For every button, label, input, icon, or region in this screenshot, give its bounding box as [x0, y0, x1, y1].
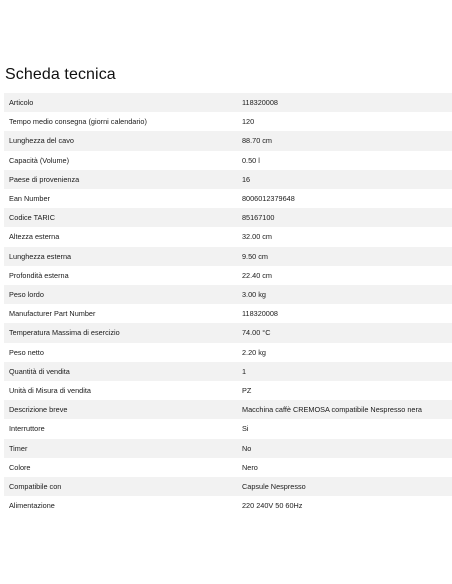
spec-value: 85167100 — [237, 208, 452, 227]
spec-label: Altezza esterna — [4, 227, 237, 246]
spec-label: Profondità esterna — [4, 266, 237, 285]
table-row — [4, 285, 452, 304]
spec-value: 118320008 — [237, 304, 452, 323]
spec-label: Lunghezza del cavo — [4, 131, 237, 150]
table-row — [4, 208, 452, 227]
spec-value: Macchina caffè CREMOSA compatibile Nespresso nera — [237, 400, 452, 419]
spec-label: Alimentazione — [4, 496, 237, 515]
spec-label: Colore — [4, 458, 237, 477]
table-row — [4, 227, 452, 246]
table-row — [4, 93, 452, 112]
spec-value: 22.40 cm — [237, 266, 452, 285]
spec-label: Quantità di vendita — [4, 362, 237, 381]
table-row — [4, 266, 452, 285]
table-row — [4, 439, 452, 458]
table-row — [4, 323, 452, 342]
spec-value: 120 — [237, 112, 452, 131]
table-row — [4, 362, 452, 381]
spec-value: 3.00 kg — [237, 285, 452, 304]
spec-label: Codice TARIC — [4, 208, 237, 227]
page-title: Scheda tecnica — [5, 66, 116, 83]
spec-value: Si — [237, 419, 452, 438]
spec-value: 0.50 l — [237, 151, 452, 170]
table-row — [4, 400, 452, 419]
spec-value: 2.20 kg — [237, 343, 452, 362]
spec-label: Unità di Misura di vendita — [4, 381, 237, 400]
spec-label: Articolo — [4, 93, 237, 112]
spec-value: 118320008 — [237, 93, 452, 112]
spec-label: Interruttore — [4, 419, 237, 438]
table-row — [4, 131, 452, 150]
spec-label: Lunghezza esterna — [4, 247, 237, 266]
spec-table — [4, 93, 452, 515]
table-row — [4, 419, 452, 438]
spec-value: 16 — [237, 170, 452, 189]
spec-value: Capsule Nespresso — [237, 477, 452, 496]
table-row — [4, 151, 452, 170]
spec-value: 32.00 cm — [237, 227, 452, 246]
table-row — [4, 477, 452, 496]
spec-label: Paese di provenienza — [4, 170, 237, 189]
spec-label: Temperatura Massima di esercizio — [4, 323, 237, 342]
table-row — [4, 496, 452, 515]
spec-value: Nero — [237, 458, 452, 477]
spec-value: 88.70 cm — [237, 131, 452, 150]
spec-label: Capacità (Volume) — [4, 151, 237, 170]
spec-label: Manufacturer Part Number — [4, 304, 237, 323]
spec-value: 9.50 cm — [237, 247, 452, 266]
spec-value: 8006012379648 — [237, 189, 452, 208]
spec-table-body — [4, 93, 452, 515]
spec-value: 220 240V 50 60Hz — [237, 496, 452, 515]
table-row — [4, 458, 452, 477]
spec-value: 1 — [237, 362, 452, 381]
table-row — [4, 170, 452, 189]
table-row — [4, 343, 452, 362]
table-row — [4, 112, 452, 131]
spec-label: Descrizione breve — [4, 400, 237, 419]
spec-label: Ean Number — [4, 189, 237, 208]
table-row — [4, 304, 452, 323]
table-row — [4, 189, 452, 208]
spec-value: PZ — [237, 381, 452, 400]
spec-label: Peso netto — [4, 343, 237, 362]
spec-value: 74.00 °C — [237, 323, 452, 342]
table-row — [4, 381, 452, 400]
spec-label: Peso lordo — [4, 285, 237, 304]
spec-label: Tempo medio consegna (giorni calendario) — [4, 112, 237, 131]
spec-label: Compatibile con — [4, 477, 237, 496]
table-row — [4, 247, 452, 266]
spec-value: No — [237, 439, 452, 458]
spec-label: Timer — [4, 439, 237, 458]
